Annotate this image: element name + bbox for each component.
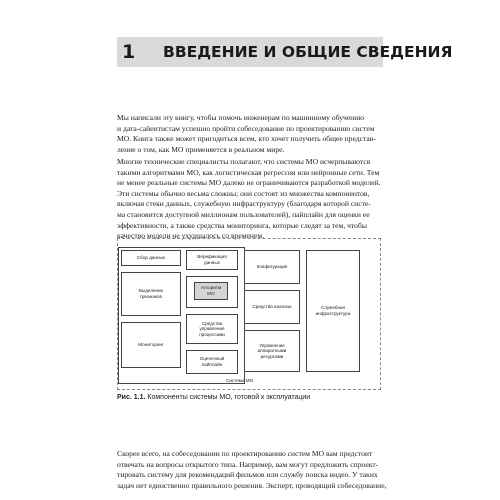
text-line: Скорее всего, на собеседовании по проектированию систем МО вам предстоит xyxy=(117,449,373,458)
text-line: задач нет единственно правильного решения. Эксперт, проводящий собеседование, xyxy=(117,480,387,490)
box-monitoring: Мониторинг xyxy=(121,322,181,368)
text-line: эффективности, а также средства мониторинга, которые следят за тем, чтобы xyxy=(117,220,367,230)
text-line: и дата-сайентистам успешно пройти собеседование по проектированию систем xyxy=(117,123,375,133)
box-evaluation-pipeline: Оценочный пайплайн xyxy=(186,350,238,374)
text-line: качество модели не ухудшалось со временем. xyxy=(117,231,265,241)
text-line: Мы написали эту книгу, чтобы помочь инженерам по машинному обучению xyxy=(117,113,364,122)
chapter-title: ВВЕДЕНИЕ И ОБЩИЕ СВЕДЕНИЯ xyxy=(163,43,453,61)
text-line: МО. Книга также может пригодиться всем, кто хочет получить общее представ- xyxy=(117,134,376,144)
text-line: Многие технические специалисты полагают, что системы МО исчерпываются xyxy=(117,157,371,166)
box-data-collection: Сбор данных xyxy=(121,250,181,266)
text-line: такими алгоритмами МО, как логистическая регрессия или нейронные сети. Тем xyxy=(117,167,380,177)
figure-caption-label: Рис. 1.1. xyxy=(117,394,146,401)
box-resource-management: Управление аппаратными ресурсами xyxy=(244,330,300,372)
text-line: не менее реальные системы МО далеко не ограничиваются разработкой моделей. xyxy=(117,178,381,188)
text-line: включая стеки данных, служебную инфраструктуру (благодаря которой систе- xyxy=(117,199,371,209)
chapter-number: 1 xyxy=(122,41,136,63)
figure-caption xyxy=(117,394,310,401)
box-serving-infrastructure: Служебная инфраструктура xyxy=(306,250,360,372)
system-label: Система МО xyxy=(226,378,254,383)
box-feature-extraction: Выделение признаков xyxy=(121,272,181,316)
box-ml-algorithm: Алгоритм МО xyxy=(194,282,228,300)
figure-caption-text: Компоненты системы МО, готовой к эксплуатации xyxy=(147,394,311,401)
text-line: ление о том, как МО применяется в реальном мире. xyxy=(117,144,285,154)
paragraph-ml-systems xyxy=(117,157,387,242)
box-analysis-tools: Средства анализа xyxy=(244,290,300,324)
text-line: тировать систему для рекомендаций фильмов или службу поиска видео. У таких xyxy=(117,470,378,480)
text-line: Эти системы обычно весьма сложны; они состоят из множества компонентов, xyxy=(117,188,370,198)
box-data-verification: Верификация данных xyxy=(186,250,238,270)
text-line: отвечать на вопросы открытого типа. Например, вам могут предложить спроект- xyxy=(117,459,379,469)
paragraph-interview xyxy=(117,449,387,491)
box-configuration: Конфигурация xyxy=(244,250,300,284)
box-process-management: Средства управления процессами xyxy=(186,314,238,344)
text-line: ма становится доступной миллионам пользователей), пайплайн для оценки ее xyxy=(117,209,370,219)
paragraph-intro xyxy=(117,113,387,155)
